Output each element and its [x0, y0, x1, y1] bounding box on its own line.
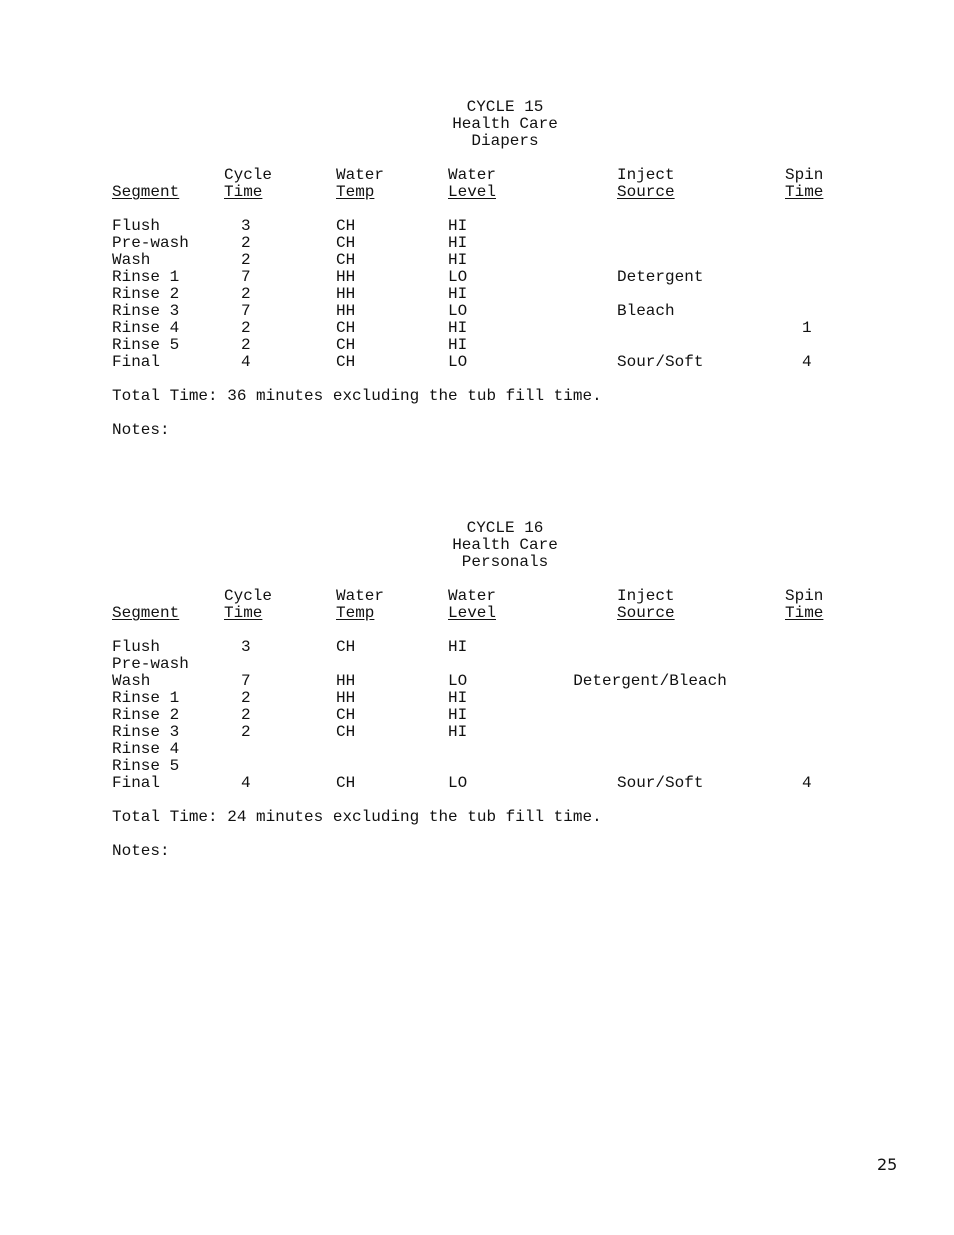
header-water-temp: Water — [336, 587, 385, 605]
header-inject-source: Inject — [617, 587, 675, 605]
segment-name: Pre-wash — [112, 234, 189, 252]
header-cycle-time: Cycle — [224, 587, 273, 605]
water-temp-value: CH — [336, 774, 356, 792]
water-temp-value: HH — [336, 268, 356, 286]
header-water-temp: Temp — [336, 183, 375, 201]
water-temp-value: CH — [336, 336, 356, 354]
cycle-time-value: 2 — [241, 723, 251, 741]
total-time: Total Time: 24 minutes excluding the tub fill time. — [112, 808, 602, 826]
cycle-time-value: 2 — [241, 234, 251, 252]
header-inject-source: Source — [617, 604, 675, 622]
header-cycle-time: Time — [224, 183, 263, 201]
header-water-level: Level — [448, 183, 497, 201]
header-inject-source: Inject — [617, 166, 675, 184]
header-spin-time: Spin — [785, 587, 824, 605]
cycle-title-line: Diapers — [471, 132, 539, 150]
header-water-level: Level — [448, 604, 497, 622]
spin-time-value: 4 — [802, 353, 812, 371]
inject-source-value: Sour/Soft — [617, 774, 704, 792]
water-temp-value: CH — [336, 234, 356, 252]
water-temp-value: CH — [336, 217, 356, 235]
water-temp-value: CH — [336, 638, 356, 656]
segment-name: Pre-wash — [112, 655, 189, 673]
notes-label: Notes: — [112, 842, 170, 860]
cycle-time-value: 4 — [241, 353, 251, 371]
cycle-time-value: 2 — [241, 706, 251, 724]
water-temp-value: CH — [336, 353, 356, 371]
header-segment: Segment — [112, 183, 180, 201]
water-temp-value: HH — [336, 689, 356, 707]
header-spin-time: Time — [785, 604, 824, 622]
segment-name: Wash — [112, 672, 151, 690]
water-temp-value: CH — [336, 723, 356, 741]
header-cycle-time: Cycle — [224, 166, 273, 184]
cycle-title-line: Personals — [461, 553, 549, 571]
cycle-title-line: Health Care — [452, 536, 558, 554]
header-segment: Segment — [112, 604, 180, 622]
spin-time-value: 1 — [802, 319, 812, 337]
cycle-time-value: 2 — [241, 319, 251, 337]
inject-source-value: Detergent — [617, 268, 704, 286]
water-temp-value: CH — [336, 319, 356, 337]
inject-source-value: Sour/Soft — [617, 353, 704, 371]
cycle-time-value: 3 — [241, 217, 251, 235]
segment-name: Rinse 1 — [112, 268, 180, 286]
segment-name: Rinse 2 — [112, 706, 180, 724]
header-cycle-time: Time — [224, 604, 263, 622]
segment-name: Final — [112, 353, 161, 371]
water-level-value: LO — [448, 302, 468, 320]
cycle-time-value: 7 — [241, 672, 251, 690]
water-level-value: LO — [448, 774, 468, 792]
cycle-title-line: Health Care — [452, 115, 558, 133]
segment-name: Rinse 2 — [112, 285, 180, 303]
header-inject-source: Source — [617, 183, 675, 201]
cycle-title-line: CYCLE 15 — [466, 98, 544, 116]
cycle-time-value: 3 — [241, 638, 251, 656]
segment-name: Flush — [112, 638, 161, 656]
segment-name: Rinse 1 — [112, 689, 180, 707]
segment-name: Rinse 3 — [112, 302, 180, 320]
water-temp-value: HH — [336, 285, 356, 303]
water-level-value: HI — [448, 285, 468, 303]
segment-name: Flush — [112, 217, 161, 235]
water-level-value: HI — [448, 706, 468, 724]
cycle-time-value: 4 — [241, 774, 251, 792]
header-water-temp: Temp — [336, 604, 375, 622]
water-level-value: LO — [448, 353, 468, 371]
water-level-value: HI — [448, 638, 468, 656]
segment-name: Wash — [112, 251, 151, 269]
segment-name: Rinse 5 — [112, 336, 180, 354]
cycle-time-value: 2 — [241, 689, 251, 707]
inject-source-value: Detergent/Bleach — [573, 672, 727, 690]
total-time: Total Time: 36 minutes excluding the tub fill time. — [112, 387, 602, 405]
water-level-value: HI — [448, 319, 468, 337]
page-number: 25 — [877, 1155, 898, 1174]
water-level-value: HI — [448, 336, 468, 354]
spin-time-value: 4 — [802, 774, 812, 792]
water-temp-value: HH — [336, 672, 356, 690]
cycle-time-value: 2 — [241, 251, 251, 269]
notes-label: Notes: — [112, 421, 170, 439]
water-temp-value: CH — [336, 706, 356, 724]
water-level-value: HI — [448, 234, 468, 252]
water-level-value: HI — [448, 217, 468, 235]
header-water-level: Water — [448, 587, 497, 605]
segment-name: Rinse 5 — [112, 757, 180, 775]
water-temp-value: CH — [336, 251, 356, 269]
inject-source-value: Bleach — [617, 302, 675, 320]
header-spin-time: Spin — [785, 166, 824, 184]
water-temp-value: HH — [336, 302, 356, 320]
segment-name: Rinse 3 — [112, 723, 180, 741]
header-water-temp: Water — [336, 166, 385, 184]
cycle-title-line: CYCLE 16 — [466, 519, 544, 537]
header-spin-time: Time — [785, 183, 824, 201]
water-level-value: LO — [448, 672, 468, 690]
water-level-value: HI — [448, 251, 468, 269]
segment-name: Rinse 4 — [112, 319, 180, 337]
segment-name: Final — [112, 774, 161, 792]
water-level-value: HI — [448, 689, 468, 707]
segment-name: Rinse 4 — [112, 740, 180, 758]
cycle-time-value: 7 — [241, 268, 251, 286]
cycle-time-value: 2 — [241, 336, 251, 354]
cycle-time-value: 7 — [241, 302, 251, 320]
water-level-value: LO — [448, 268, 468, 286]
cycle-time-value: 2 — [241, 285, 251, 303]
water-level-value: HI — [448, 723, 468, 741]
header-water-level: Water — [448, 166, 497, 184]
